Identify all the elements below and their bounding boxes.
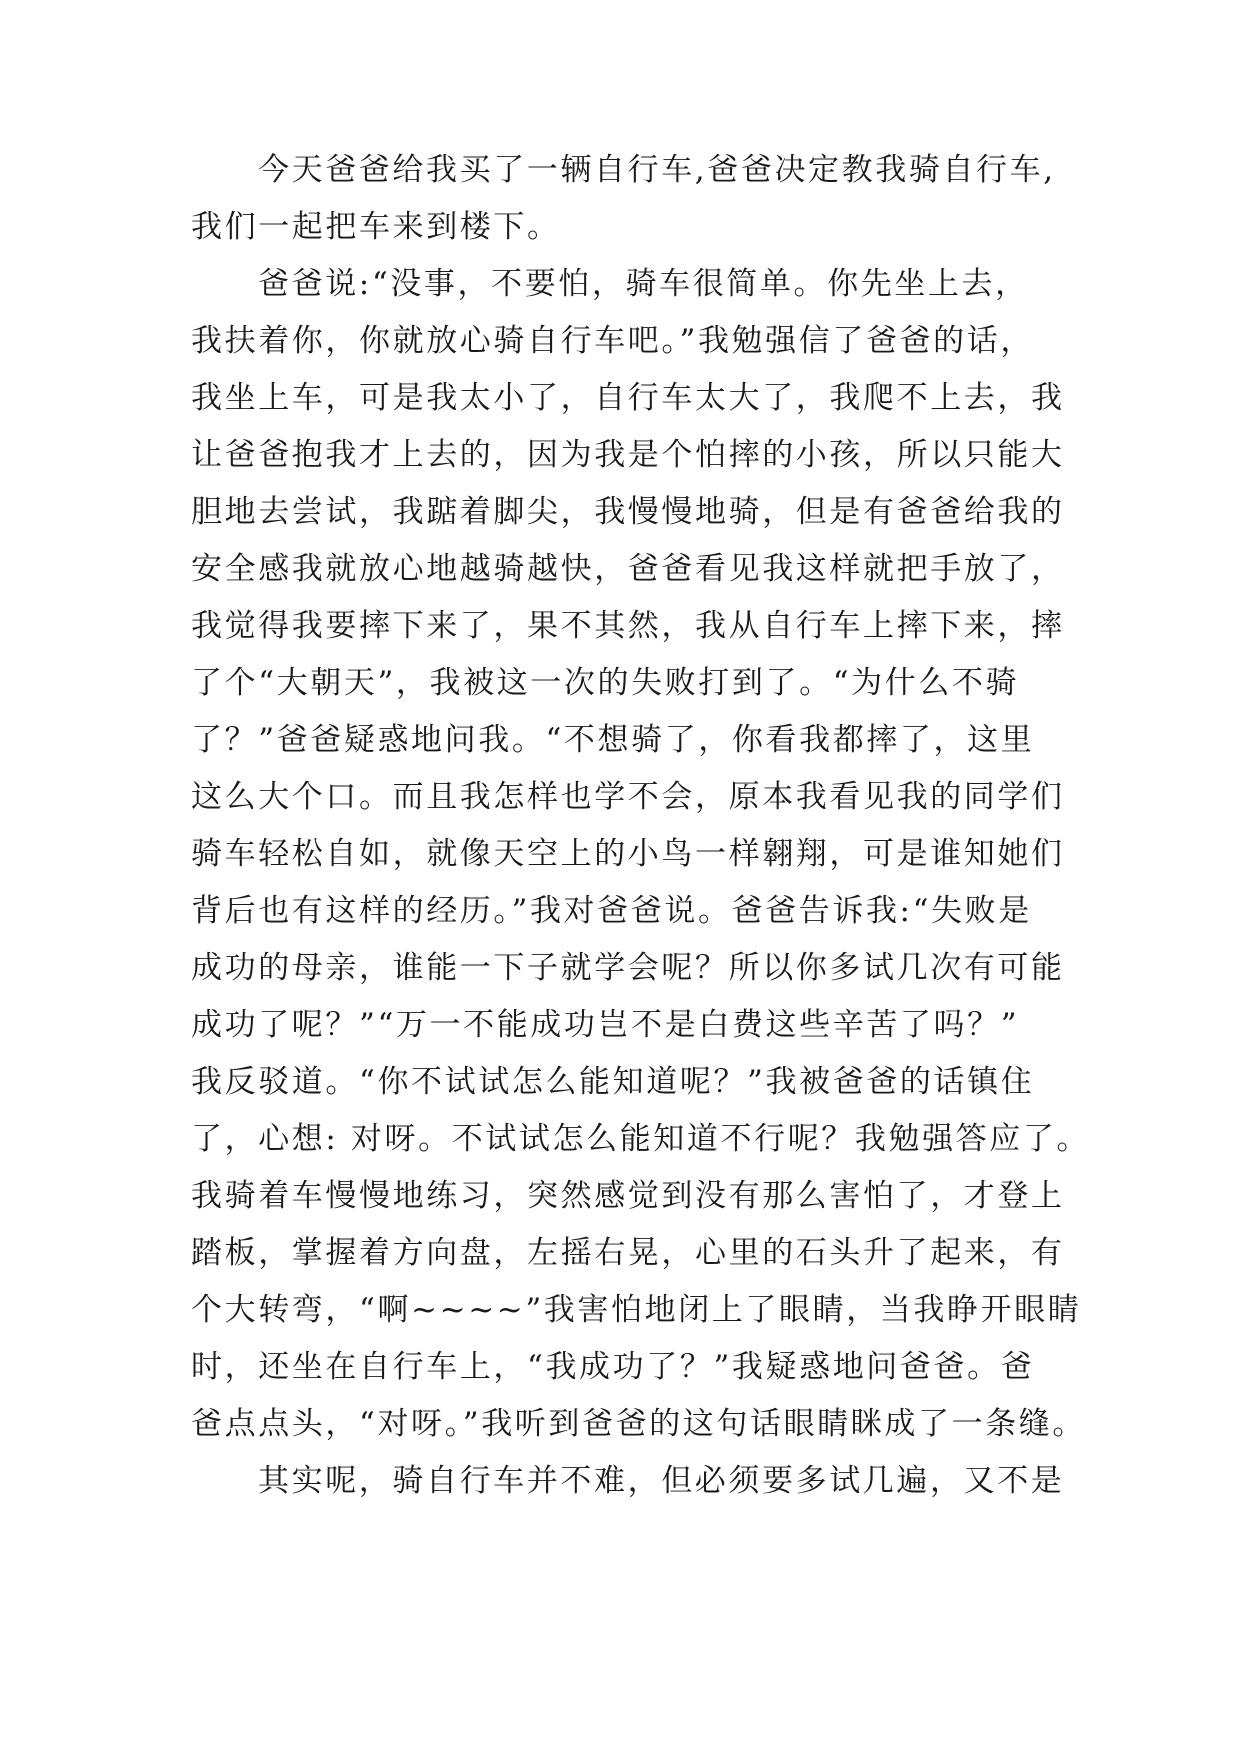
paragraph-3-line-1: 其实呢，骑自行车并不难，但必须要多试几遍，又不是 [258,1463,1065,1499]
paragraph-2-line-7: 我觉得我要摔下来了，果不其然，我从自行车上摔下来，摔 [191,608,1065,644]
paragraph-2-line-12: 背后也有这样的经历。”我对爸爸说。爸爸告诉我:“失败是 [191,893,1032,929]
paragraph-2-line-9: 了？”爸爸疑惑地问我。“不想骑了，你看我都摔了，这里 [191,722,1035,758]
paragraph-2-line-4: 让爸爸抱我才上去的，因为我是个怕摔的小孩，所以只能大 [191,437,1065,473]
paragraph-2-line-10: 这么大个口。而且我怎样也学不会，原本我看见我的同学们 [191,779,1065,815]
paragraph-2-line-18: 踏板，掌握着方向盘，左摇右晃，心里的石头升了起来，有 [191,1235,1065,1271]
paragraph-2-line-19: 个大转弯，“啊~~~~”我害怕地闭上了眼睛，当我睁开眼睛 [191,1292,1082,1328]
paragraph-2-line-20: 时，还坐在自行车上，“我成功了？”我疑惑地问爸爸。爸 [191,1349,1035,1385]
paragraph-2-line-21: 爸点点头，“对呀。”我听到爸爸的这句话眼睛眯成了一条缝。 [191,1406,1086,1442]
paragraph-2-line-3: 我坐上车，可是我太小了，自行车太大了，我爬不上去，我 [191,380,1065,416]
paragraph-2-line-8: 了个“大朝天”，我被这一次的失败打到了。“为什么不骑 [191,665,1020,701]
paragraph-2-line-2: 我扶着你，你就放心骑自行车吧。”我勉强信了爸爸的话， [191,323,1034,359]
paragraph-1-line-2: 我们一起把车来到楼下。 [191,209,561,245]
paragraph-2-line-11: 骑车轻松自如，就像天空上的小鸟一样翱翔，可是谁知她们 [191,836,1065,872]
paragraph-2-line-5: 胆地去尝试，我踮着脚尖，我慢慢地骑，但是有爸爸给我的 [191,494,1065,530]
paragraph-2-line-15: 我反驳道。“你不试试怎么能知道呢？”我被爸爸的话镇住 [191,1064,1035,1100]
paragraph-2-line-6: 安全感我就放心地越骑越快，爸爸看见我这样就把手放了， [191,551,1065,587]
paragraph-1-line-1: 今天爸爸给我买了一辆自行车,爸爸决定教我骑自行车, [258,152,1056,188]
paragraph-2-line-14: 成功了呢？”“万一不能成功岂不是白费这些辛苦了吗？” [191,1007,1020,1043]
paragraph-2-line-16: 了，心想: 对呀。不试试怎么能知道不行呢？我勉强答应了。 [191,1121,1091,1157]
paragraph-2-line-1: 爸爸说:“没事，不要怕，骑车很简单。你先坐上去， [258,266,1029,302]
paragraph-2-line-17: 我骑着车慢慢地练习，突然感觉到没有那么害怕了，才登上 [191,1178,1065,1214]
paragraph-2-line-13: 成功的母亲，谁能一下子就学会呢？所以你多试几次有可能 [191,950,1065,986]
